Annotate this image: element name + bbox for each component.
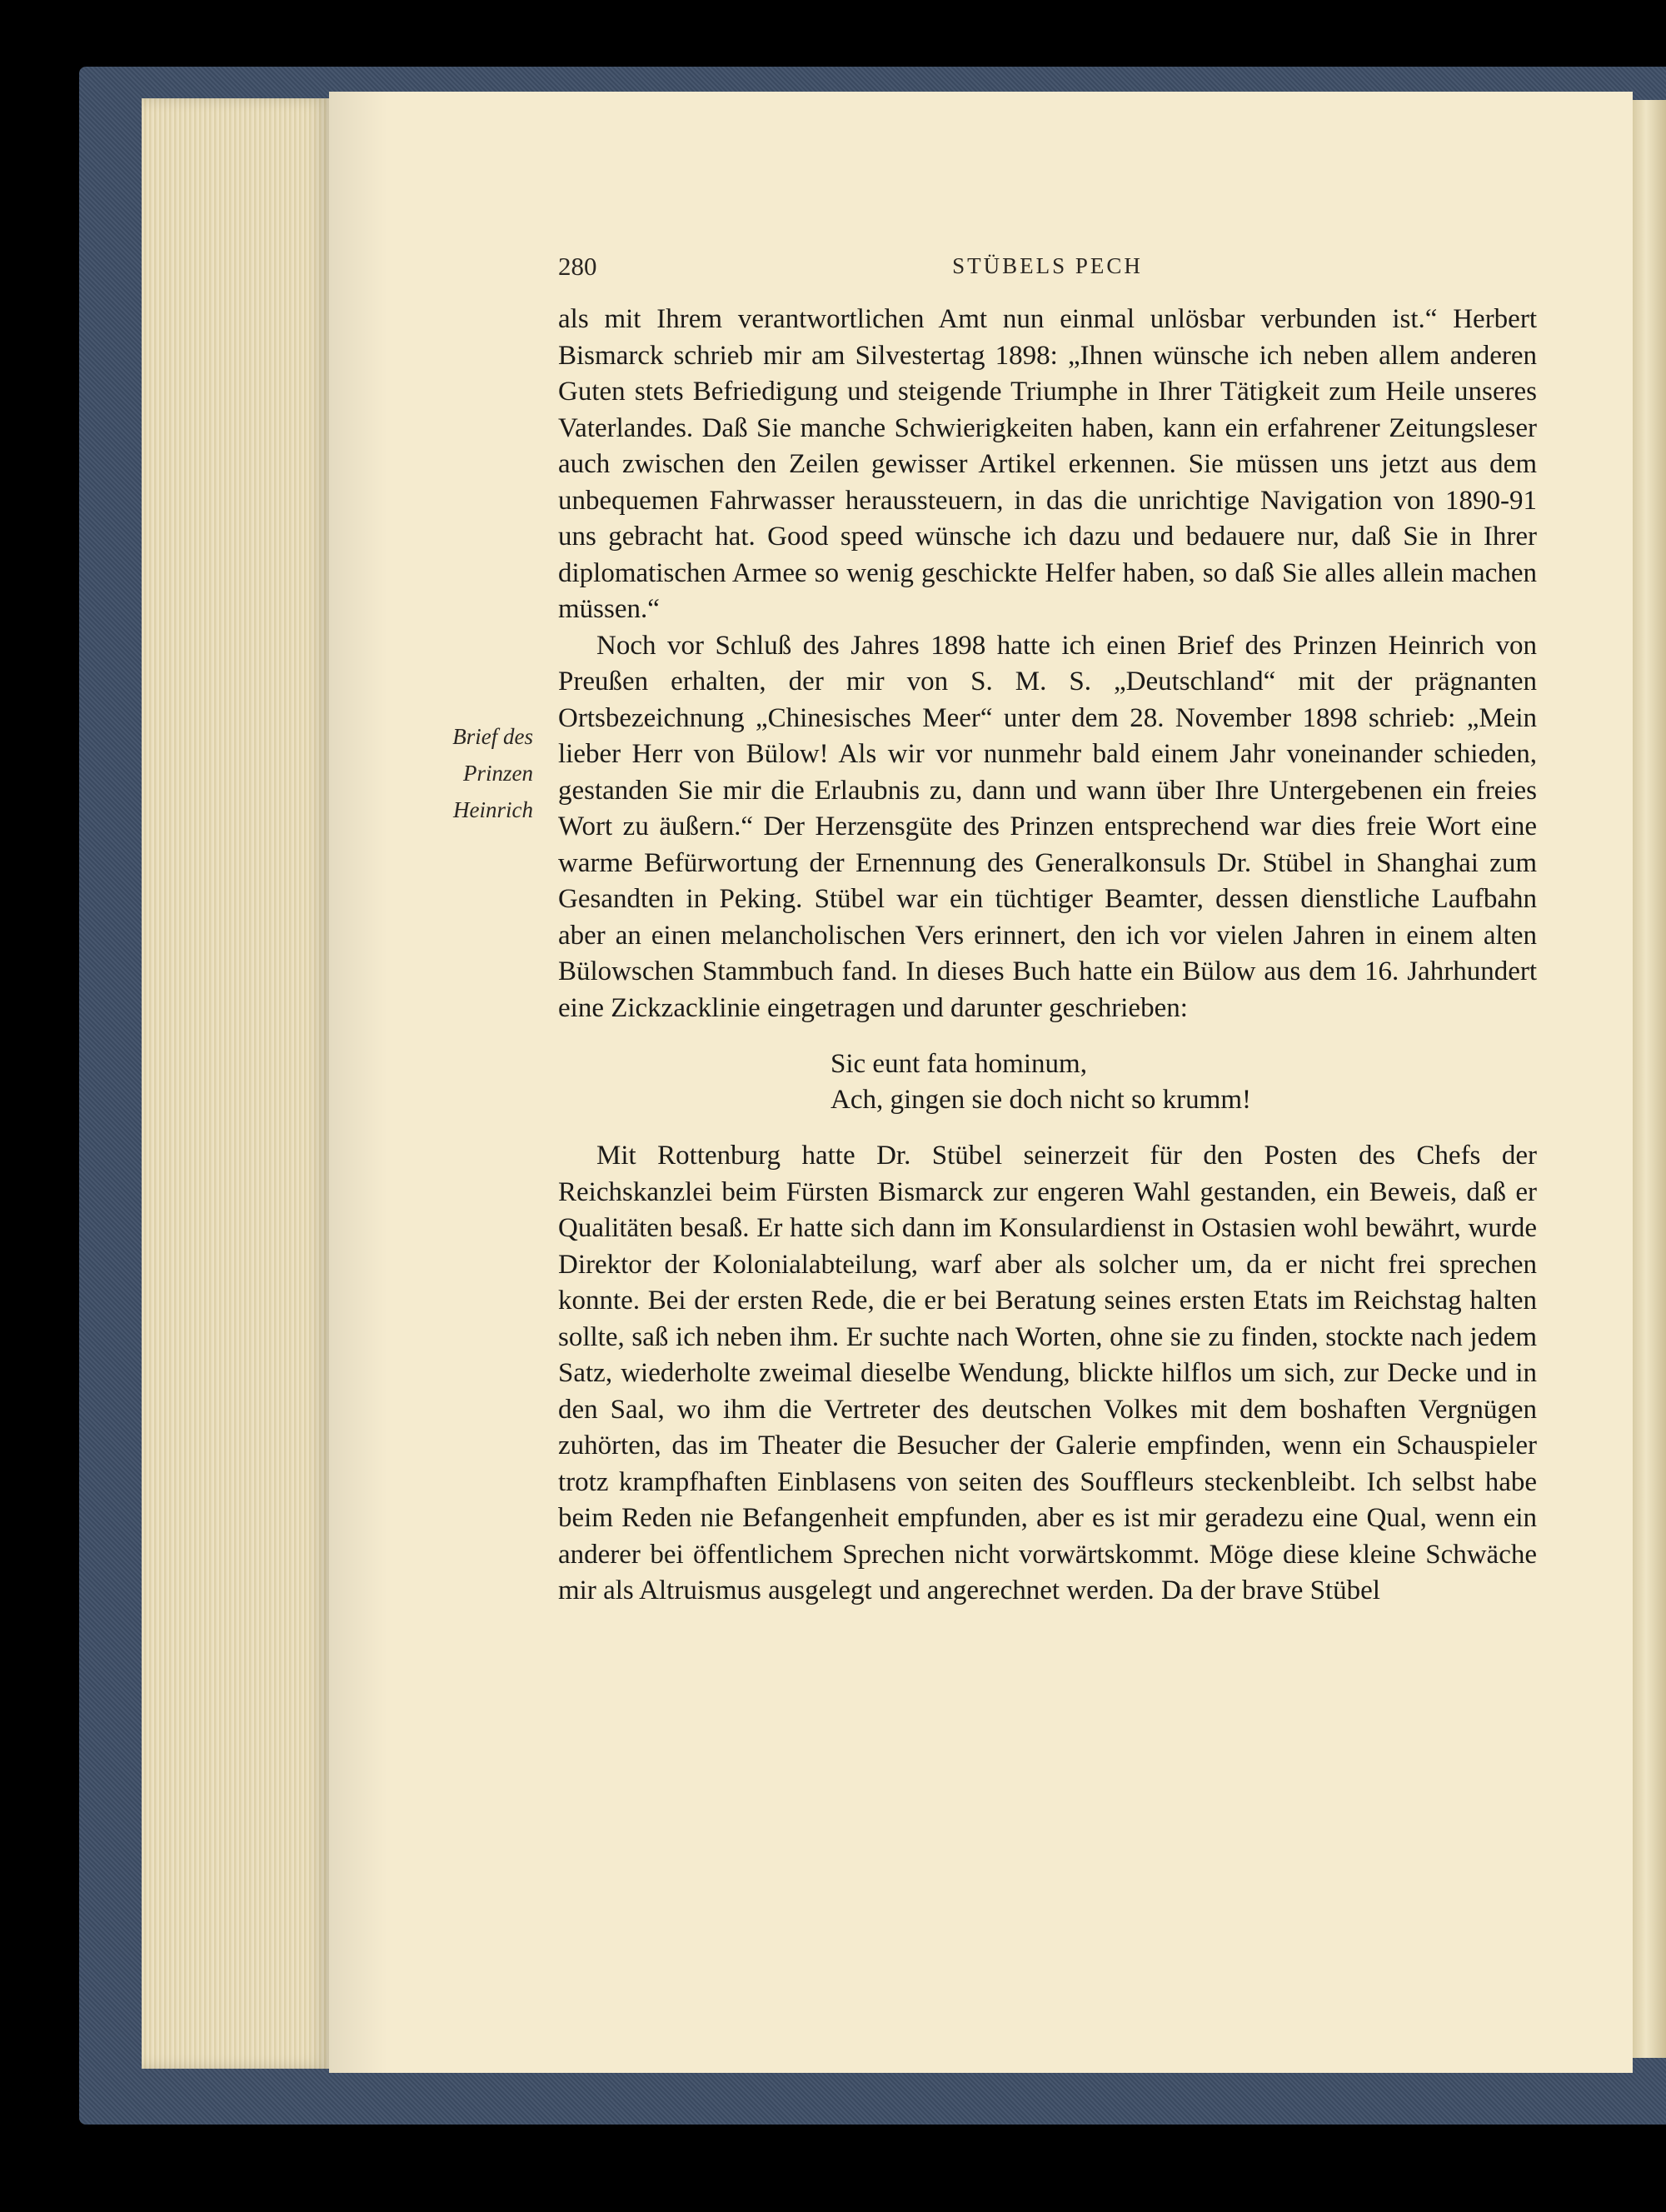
margin-note-line: Prinzen [463,761,533,786]
page-number: 280 [558,252,597,281]
verse-line: Ach, gingen sie doch nicht so krumm! [831,1085,1251,1115]
paragraph: Mit Rottenburg hatte Dr. Stübel seinerzeit für den Posten des Chefs der Reichskanzlei beim Fürsten Bismarck zur engeren Wahl gestanden, ein Beweis, daß er Qualitäten besaß. Er hatte sich dann im Konsulardienst in Ostasien wohl bewährt, wurde Direktor der Kolonialabteilung, warf aber als solcher um, da er nicht frei sprechen konnte. Bei der ersten Rede, die er bei Beratung seines ersten Etats im Reichstag halten sollte, saß ich neben ihm. Er suchte nach Worten, ohne sie zu finden, stockte nach jedem Satz, wiederholte zweimal dieselbe Wendung, blickte hilflos um sich, zur Decke und in den Saal, wo ihm die Vertreter des deutschen Volkes mit dem boshaften Vergnügen zuhörten, das im Theater die Besucher der Galerie empfinden, wenn ein Schauspieler trotz krampfhaften Einblasens von seiten des Souffleurs steckenbleibt. Ich selbst habe beim Reden nie Befangenheit empfunden, aber es ist mir geradezu eine Qual, wenn ein anderer bei öffentlichem Sprechen nicht vorwärtskommt. Möge diese kleine Schwäche mir als Altruismus ausgelegt und angerechnet werden. Da der brave Stübel [558,1141,1537,1605]
paragraph: Noch vor Schluß des Jahres 1898 hatte ich einen Brief des Prinzen Heinrich von Preußen erhalten, der mir von S. M. S. „Deutschland“ mit der prägnanten Ortsbezeichnung „Chinesisches Meer“ unter dem 28. November 1898 schrieb: „Mein lieber Herr von Bülow! Als wir vor nunmehr bald einem Jahr voneinander schieden, gestanden Sie mir die Erlaubnis zu, dann und wann über Ihre Untergebenen ein freies Wort zu äußern.“ Der Herzensgüte des Prinzen entsprechend war dies freie Wort eine warme Befürwortung der Ernennung des Generalkonsuls Dr. Stübel in Shanghai zum Gesandten in Peking. Stübel war ein tüchtiger Beamter, dessen dienstliche Laufbahn aber an einen melancholischen Vers erinnert, den ich vor vielen Jahren in einem alten Bülowschen Stammbuch fand. In dieses Buch hatte ein Bülow aus dem 16. Jahrhundert eine Zickzacklinie eingetragen und darunter geschrieben: [558,630,1537,1023]
verse-line: Sic eunt fata hominum, [831,1049,1087,1079]
margin-note [408,718,533,828]
page-header [558,252,1537,293]
page-stack-edge [142,98,329,2069]
body-text [558,302,1537,1610]
margin-note-line: Heinrich [453,797,533,822]
running-head: STÜBELS PECH [952,253,1143,278]
paragraph: als mit Ihrem verantwortlichen Amt nun einmal unlösbar verbunden ist.“ Herbert Bismarck schrieb mir am Silvestertag 1898: „Ihnen wünsche ich neben allem anderen Guten stets Befriedigung und steigende Triumphe in Ihrer Tätigkeit zum Heile unseres Vaterlandes. Daß Sie manche Schwierigkeiten haben, kann ein erfahrener Zeitungsleser auch zwischen den Zeilen gewisser Artikel erkennen. Sie müssen uns jetzt aus dem unbequemen Fahrwasser heraussteuern, in das die unrichtige Navigation von 1890-91 uns gebracht hat. Good speed wünsche ich dazu und bedauere nur, daß Sie in Ihrer diplomatischen Armee so wenig geschickte Helfer haben, so daß Sie alles allein machen müssen.“ [558,304,1537,624]
margin-note-line: Brief des [452,724,533,749]
verse-quote [831,1046,1537,1118]
facing-page-edge [1633,100,1666,2058]
